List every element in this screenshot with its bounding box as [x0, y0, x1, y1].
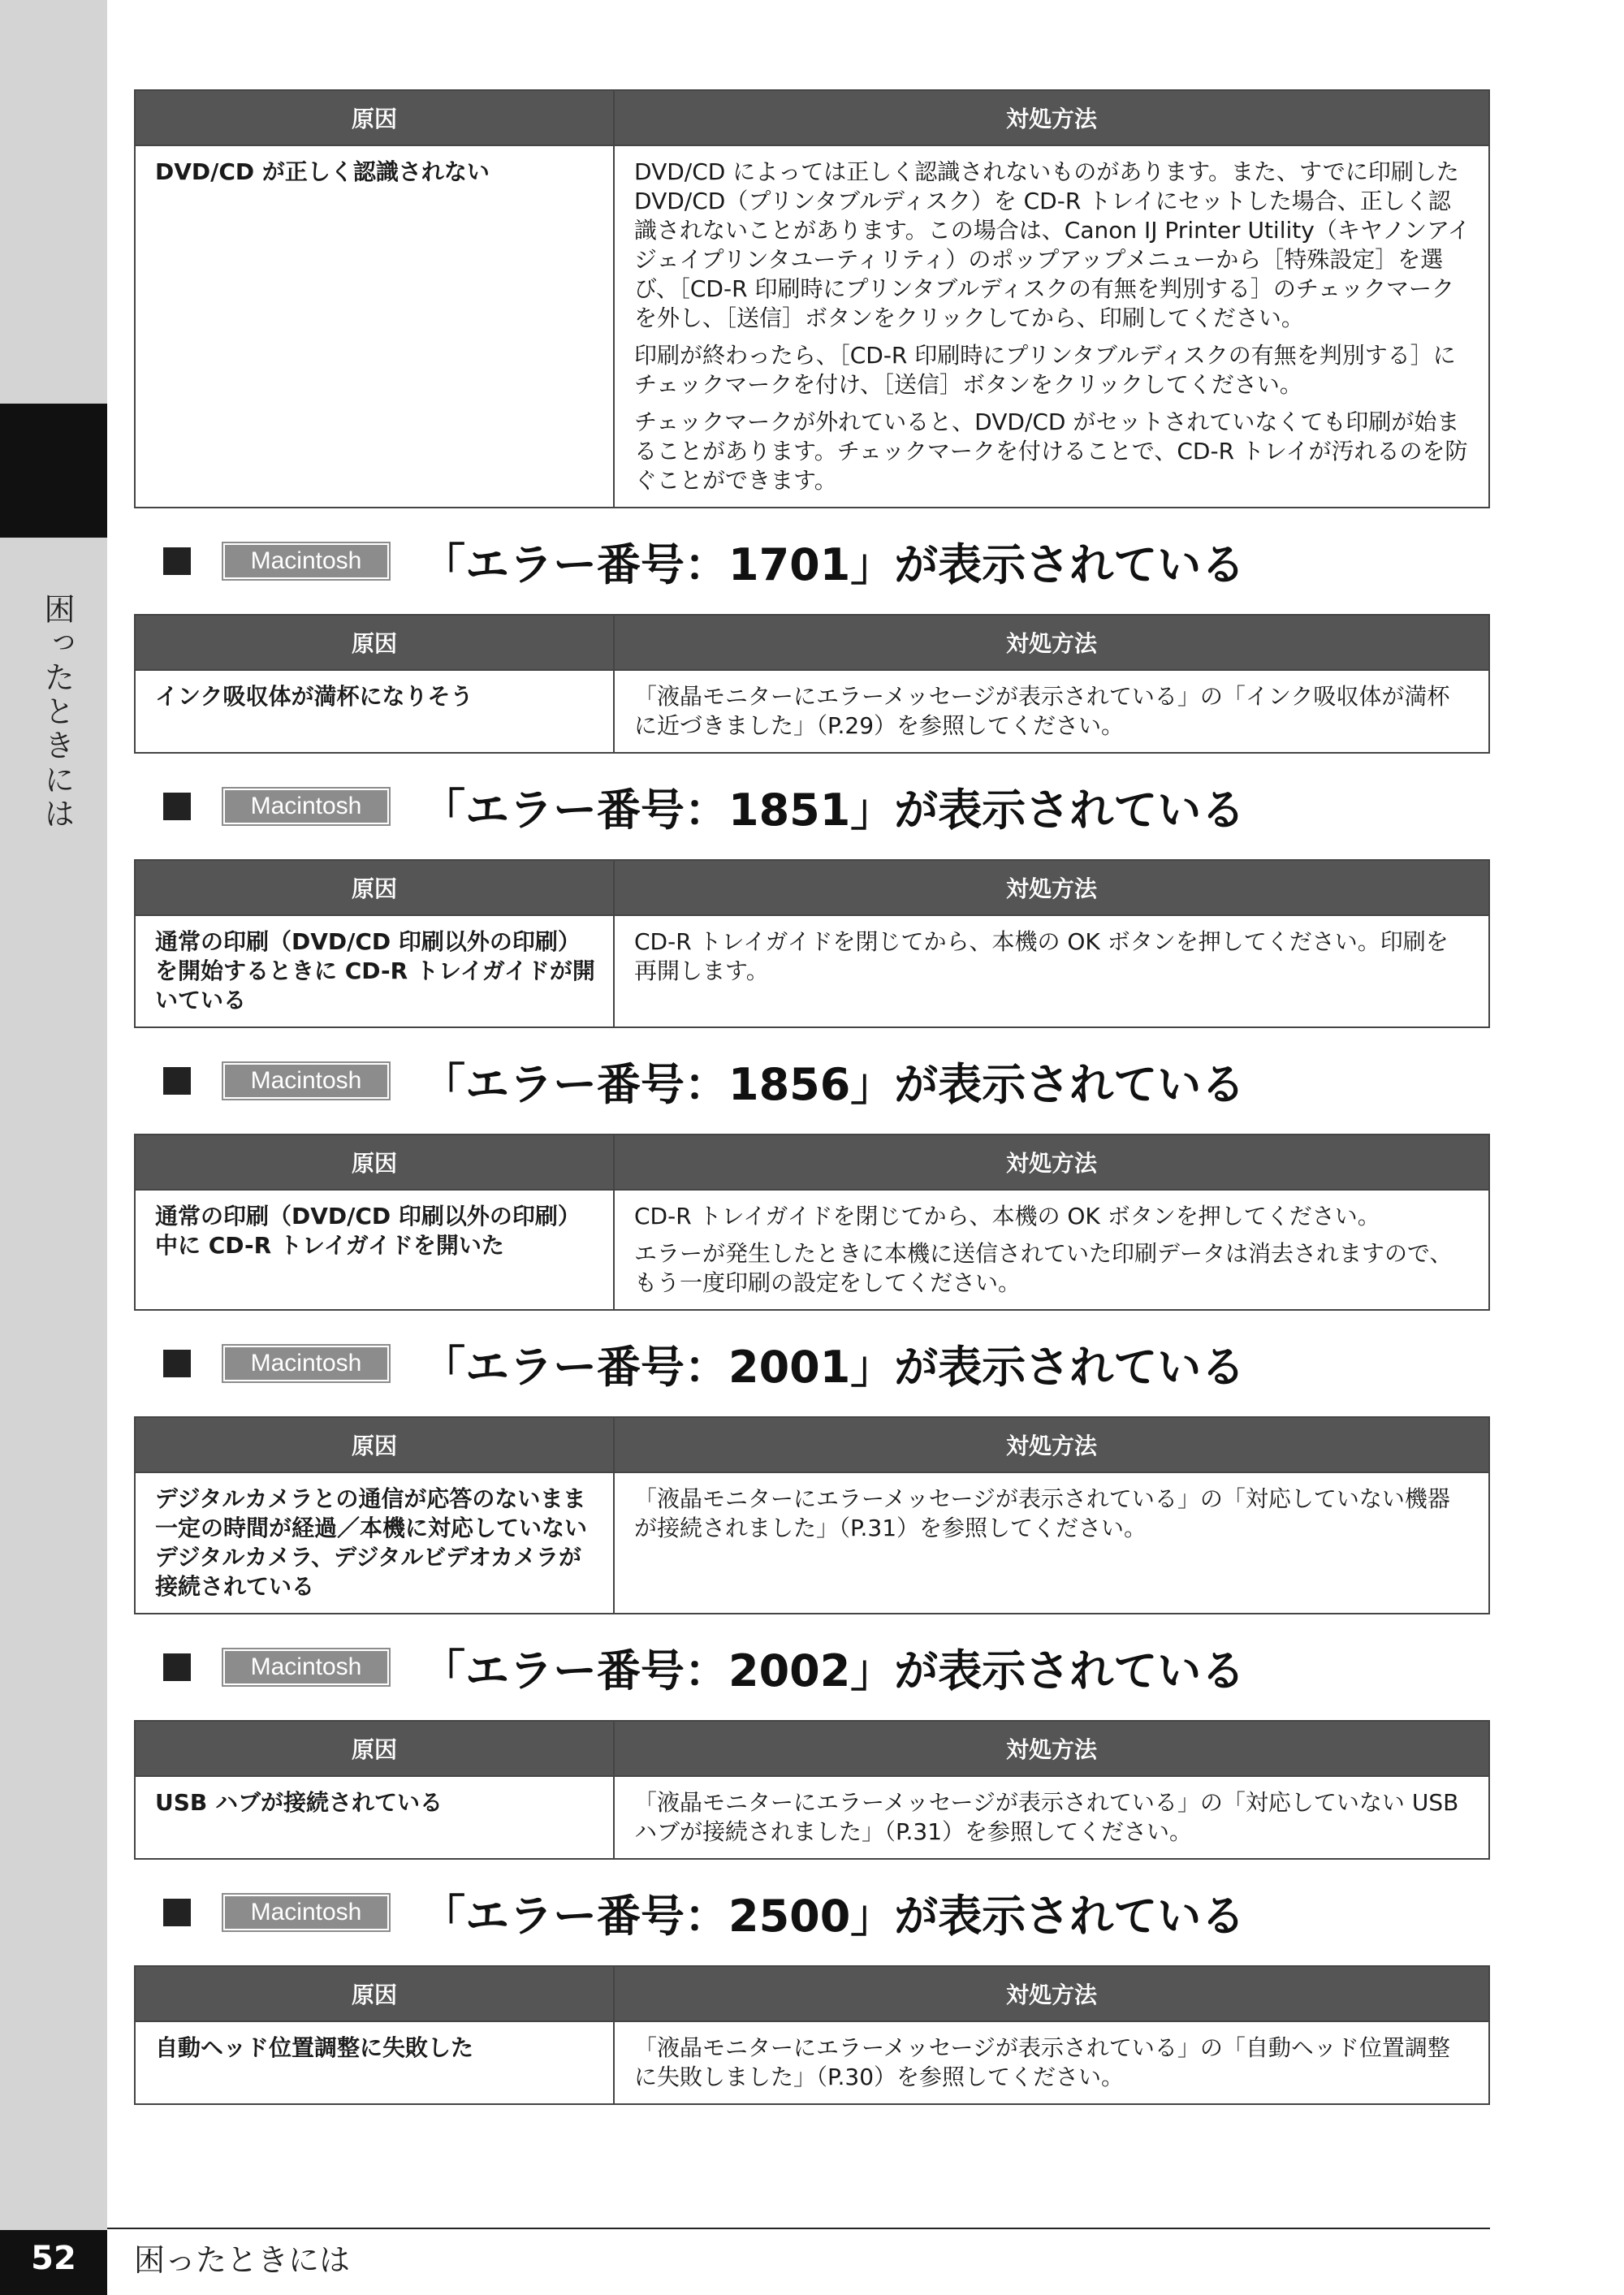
solution-cell	[614, 1472, 1489, 1614]
header-cause: 原因	[135, 1417, 614, 1472]
side-tab-bar	[0, 0, 107, 2295]
section-heading	[134, 754, 1490, 859]
header-solution: 対処方法	[614, 1721, 1489, 1776]
solution-paragraph: CD-R トレイガイドを閉じてから、本機の OK ボタンを押してください。印刷を再開します。	[634, 928, 1449, 984]
solution-paragraph: エラーが発生したときに本機に送信されていた印刷データは消去されますので、もう一度印刷の設定をしてください。	[634, 1240, 1453, 1296]
square-bullet-icon	[163, 1653, 191, 1681]
macintosh-badge: Macintosh	[223, 1063, 389, 1099]
header-cause: 原因	[135, 1135, 614, 1190]
section-title: 「エラー番号：2500」が表示されている	[421, 1890, 1246, 1942]
section-title: 「エラー番号：2002」が表示されている	[421, 1645, 1246, 1696]
header-cause: 原因	[135, 90, 614, 145]
footer-title: 困ったときには	[134, 2242, 351, 2278]
macintosh-badge: Macintosh	[223, 1346, 389, 1381]
macintosh-badge: Macintosh	[223, 1895, 389, 1930]
header-solution: 対処方法	[614, 1135, 1489, 1190]
square-bullet-icon	[163, 1899, 191, 1926]
macintosh-badge: Macintosh	[223, 789, 389, 824]
macintosh-badge: Macintosh	[223, 1649, 389, 1685]
square-bullet-icon	[163, 547, 191, 575]
error-table	[134, 1965, 1490, 2105]
table-row	[135, 915, 1489, 1027]
main-content	[134, 89, 1490, 2105]
solution-paragraph: 「液晶モニターにエラーメッセージが表示されている」の「対応していない USB ハブが接続されました」（P.31）を参照してください。	[634, 1789, 1459, 1845]
solution-paragraph: 「液晶モニターにエラーメッセージが表示されている」の「自動ヘッド位置調整に失敗しました」（P.30）を参照してください。	[634, 2034, 1450, 2090]
solution-paragraph: 印刷が終わったら、［CD-R 印刷時にプリンタブルディスクの有無を判別する］にチェックマークを付け、［送信］ボタンをクリックしてください。	[634, 342, 1456, 398]
header-solution: 対処方法	[614, 615, 1489, 670]
solution-cell	[614, 2021, 1489, 2104]
solution-paragraph: 「液晶モニターにエラーメッセージが表示されている」の「対応していない機器が接続されました」（P.31）を参照してください。	[634, 1485, 1450, 1541]
section-heading	[134, 508, 1490, 614]
solution-cell	[614, 670, 1489, 753]
solution-paragraph: 「液晶モニターにエラーメッセージが表示されている」の「インク吸収体が満杯に近づきました」（P.29）を参照してください。	[634, 683, 1450, 739]
solution-cell	[614, 915, 1489, 1027]
header-cause: 原因	[135, 860, 614, 915]
footer-divider	[107, 2228, 1490, 2229]
square-bullet-icon	[163, 793, 191, 820]
section-heading	[134, 1311, 1490, 1416]
header-solution: 対処方法	[614, 90, 1489, 145]
section-title: 「エラー番号：1851」が表示されている	[421, 784, 1246, 836]
page-number: 52	[0, 2230, 107, 2295]
cause-cell: デジタルカメラとの通信が応答のないまま一定の時間が経過／本機に対応していないデジタルカメラ、デジタルビデオカメラが接続されている	[135, 1472, 614, 1614]
square-bullet-icon	[163, 1350, 191, 1377]
section-heading	[134, 1614, 1490, 1720]
table-row	[135, 670, 1489, 753]
header-solution: 対処方法	[614, 1966, 1489, 2021]
solution-cell	[614, 1776, 1489, 1859]
error-table	[134, 1416, 1490, 1614]
solution-paragraph: CD-R トレイガイドを閉じてから、本機の OK ボタンを押してください。	[634, 1203, 1380, 1230]
cause-cell: DVD/CD が正しく認識されない	[135, 145, 614, 508]
section-heading	[134, 1860, 1490, 1965]
side-tab-marker	[0, 404, 107, 538]
section-heading	[134, 1028, 1490, 1134]
macintosh-badge: Macintosh	[223, 543, 389, 579]
solution-cell	[614, 145, 1489, 508]
table-row	[135, 2021, 1489, 2104]
section-title: 「エラー番号：2001」が表示されている	[421, 1341, 1246, 1393]
header-cause: 原因	[135, 615, 614, 670]
solution-paragraph: チェックマークが外れていると、DVD/CD がセットされていなくても印刷が始まることがあります。チェックマークを付けることで、CD-R トレイが汚れるのを防ぐことができます。	[634, 408, 1468, 494]
error-table	[134, 1134, 1490, 1311]
error-table	[134, 89, 1490, 508]
square-bullet-icon	[163, 1067, 191, 1095]
cause-cell: 通常の印刷（DVD/CD 印刷以外の印刷）を開始するときに CD-R トレイガイドが開いている	[135, 915, 614, 1027]
table-row	[135, 145, 1489, 508]
error-table	[134, 1720, 1490, 1860]
section-title: 「エラー番号：1701」が表示されている	[421, 538, 1246, 590]
cause-cell: USB ハブが接続されている	[135, 1776, 614, 1859]
solution-cell	[614, 1190, 1489, 1310]
header-solution: 対処方法	[614, 1417, 1489, 1472]
header-cause: 原因	[135, 1966, 614, 2021]
cause-cell: インク吸収体が満杯になりそう	[135, 670, 614, 753]
cause-cell: 自動ヘッド位置調整に失敗した	[135, 2021, 614, 2104]
side-tab-label: 困ったときには	[39, 593, 75, 832]
header-cause: 原因	[135, 1721, 614, 1776]
error-table	[134, 614, 1490, 754]
table-row	[135, 1190, 1489, 1310]
cause-cell: 通常の印刷（DVD/CD 印刷以外の印刷）中に CD-R トレイガイドを開いた	[135, 1190, 614, 1310]
error-table	[134, 859, 1490, 1028]
header-solution: 対処方法	[614, 860, 1489, 915]
table-row	[135, 1472, 1489, 1614]
solution-paragraph: DVD/CD によっては正しく認識されないものがあります。また、すでに印刷した DVD/CD（プリンタブルディスク）を CD-R トレイにセットした場合、正しく認識されないことがあります。この場合は、Canon IJ Printer Utility（キヤノンアイジェイプリンタユーティリティ）のポップアップメニューから［特殊設定］を選び、［CD-R 印刷時にプリンタブルディスクの有無を判別する］のチェックマークを外し、［送信］ボタンをクリックしてから、印刷してください。	[634, 158, 1471, 331]
table-row	[135, 1776, 1489, 1859]
section-title: 「エラー番号：1856」が表示されている	[421, 1058, 1246, 1110]
